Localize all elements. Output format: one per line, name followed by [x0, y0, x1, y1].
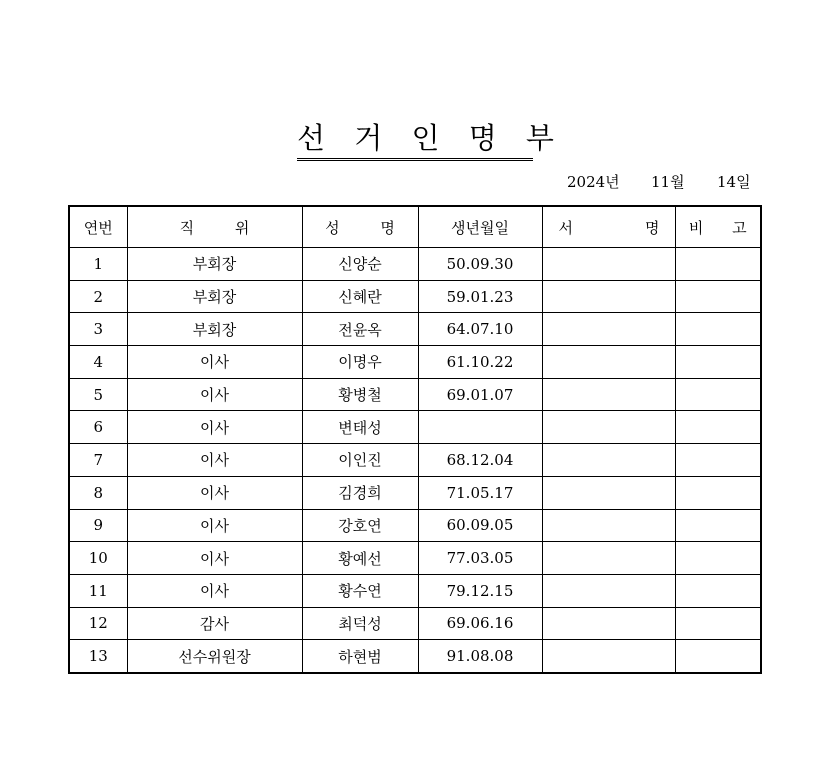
- cell-position: 부회장: [127, 313, 302, 346]
- cell-note: [675, 378, 761, 411]
- cell-no: 3: [69, 313, 127, 346]
- cell-signature: [542, 476, 675, 509]
- cell-name: 이명우: [302, 346, 418, 379]
- cell-position: 부회장: [127, 280, 302, 313]
- table-row: [69, 542, 761, 575]
- header-signature-left: 서: [558, 218, 573, 237]
- cell-birthdate: 60.09.05: [418, 509, 542, 542]
- cell-no: 6: [69, 411, 127, 444]
- cell-birthdate: 61.10.22: [418, 346, 542, 379]
- table-row: [69, 509, 761, 542]
- cell-no: 2: [69, 280, 127, 313]
- cell-no: 11: [69, 574, 127, 607]
- cell-signature: [542, 313, 675, 346]
- cell-position: 이사: [127, 444, 302, 477]
- cell-no: 1: [69, 248, 127, 281]
- cell-birthdate: 71.05.17: [418, 476, 542, 509]
- header-name: 성 명: [302, 206, 418, 248]
- cell-note: [675, 574, 761, 607]
- cell-name: 황수연: [302, 574, 418, 607]
- cell-position: 감사: [127, 607, 302, 640]
- table-body: [69, 248, 761, 673]
- table-row: [69, 346, 761, 379]
- date-day: 14일: [717, 173, 751, 191]
- cell-signature: [542, 607, 675, 640]
- cell-name: 최덕성: [302, 607, 418, 640]
- page-title: 선 거 인 명 부: [297, 118, 533, 161]
- cell-birthdate: 64.07.10: [418, 313, 542, 346]
- table-row: [69, 444, 761, 477]
- cell-signature: [542, 280, 675, 313]
- table-row: [69, 280, 761, 313]
- cell-position: 이사: [127, 378, 302, 411]
- cell-position: 이사: [127, 574, 302, 607]
- table-row: [69, 574, 761, 607]
- cell-name: 전윤옥: [302, 313, 418, 346]
- cell-name: 황예선: [302, 542, 418, 575]
- cell-note: [675, 280, 761, 313]
- table-row: [69, 313, 761, 346]
- table-row: [69, 640, 761, 673]
- cell-signature: [542, 248, 675, 281]
- cell-position: 이사: [127, 542, 302, 575]
- cell-name: 황병철: [302, 378, 418, 411]
- cell-note: [675, 640, 761, 673]
- cell-birthdate: 69.06.16: [418, 607, 542, 640]
- cell-signature: [542, 509, 675, 542]
- table-row: [69, 476, 761, 509]
- header-note: 비 고: [675, 206, 761, 248]
- cell-signature: [542, 640, 675, 673]
- cell-no: 8: [69, 476, 127, 509]
- cell-note: [675, 509, 761, 542]
- cell-name: 변태성: [302, 411, 418, 444]
- cell-signature: [542, 542, 675, 575]
- cell-position: 이사: [127, 346, 302, 379]
- cell-position: 부회장: [127, 248, 302, 281]
- voter-roster-table: [68, 205, 762, 674]
- cell-note: [675, 607, 761, 640]
- cell-birthdate: 69.01.07: [418, 378, 542, 411]
- cell-name: 강호연: [302, 509, 418, 542]
- date-month: 11월: [651, 173, 685, 191]
- table-row: [69, 411, 761, 444]
- cell-note: [675, 542, 761, 575]
- header-birth: 생년월일: [418, 206, 542, 248]
- cell-no: 4: [69, 346, 127, 379]
- header-signature-right: 명: [645, 218, 660, 237]
- cell-note: [675, 346, 761, 379]
- cell-birthdate: 50.09.30: [418, 248, 542, 281]
- table-row: [69, 378, 761, 411]
- cell-name: 하현범: [302, 640, 418, 673]
- cell-note: [675, 313, 761, 346]
- cell-position: 이사: [127, 509, 302, 542]
- cell-name: 김경희: [302, 476, 418, 509]
- cell-signature: [542, 574, 675, 607]
- cell-note: [675, 476, 761, 509]
- cell-signature: [542, 411, 675, 444]
- cell-position: 이사: [127, 476, 302, 509]
- cell-birthdate: 77.03.05: [418, 542, 542, 575]
- cell-name: 신혜란: [302, 280, 418, 313]
- cell-signature: [542, 346, 675, 379]
- cell-signature: [542, 444, 675, 477]
- cell-birthdate: 68.12.04: [418, 444, 542, 477]
- cell-birthdate: 91.08.08: [418, 640, 542, 673]
- cell-signature: [542, 378, 675, 411]
- cell-no: 10: [69, 542, 127, 575]
- table-row: [69, 607, 761, 640]
- cell-no: 13: [69, 640, 127, 673]
- cell-birthdate: [418, 411, 542, 444]
- cell-note: [675, 248, 761, 281]
- cell-note: [675, 444, 761, 477]
- header-position: 직 위: [127, 206, 302, 248]
- table-row: [69, 248, 761, 281]
- cell-no: 12: [69, 607, 127, 640]
- cell-name: 신양순: [302, 248, 418, 281]
- cell-name: 이인진: [302, 444, 418, 477]
- cell-position: 선수위원장: [127, 640, 302, 673]
- cell-no: 7: [69, 444, 127, 477]
- cell-birthdate: 59.01.23: [418, 280, 542, 313]
- header-no: 연번: [69, 206, 127, 248]
- cell-no: 9: [69, 509, 127, 542]
- cell-position: 이사: [127, 411, 302, 444]
- table-header-row: [69, 206, 761, 248]
- cell-no: 5: [69, 378, 127, 411]
- cell-birthdate: 79.12.15: [418, 574, 542, 607]
- header-signature: [542, 206, 675, 248]
- date-year: 2024년: [567, 173, 620, 191]
- cell-note: [675, 411, 761, 444]
